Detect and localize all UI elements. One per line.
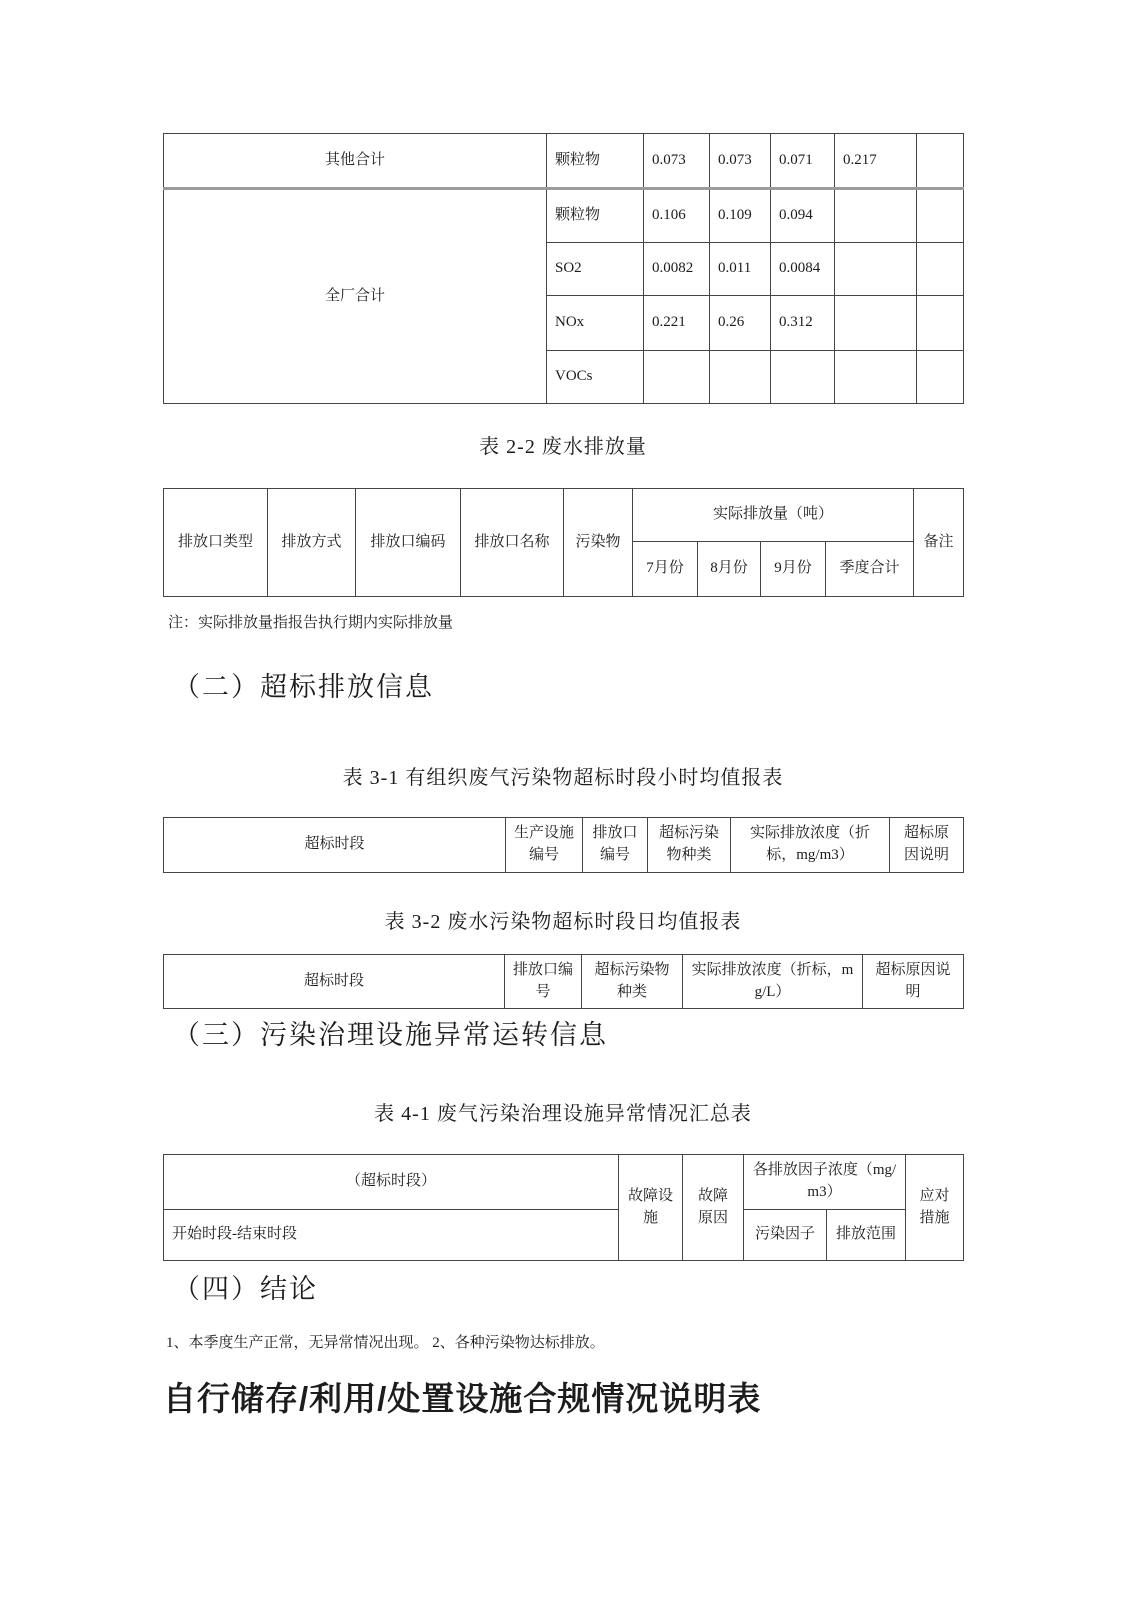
pollutant-name-cell: NOx — [547, 296, 644, 351]
remark-cell — [917, 134, 964, 189]
emission-aug-cell: 0.109 — [710, 189, 771, 243]
emission-aug-cell — [710, 351, 771, 404]
emission-sep-cell: 0.094 — [771, 189, 835, 243]
table-4-1-title: 表 4-1 废气污染治理设施异常情况汇总表 — [374, 1103, 752, 1125]
header-pollutant-type: 超标污染物种类 — [582, 955, 683, 1009]
waste-water-table — [163, 488, 964, 597]
header-actual-concentration: 实际排放浓度（折标，mg/m3） — [731, 818, 890, 873]
pollutant-name-cell: 颗粒物 — [547, 134, 644, 189]
quarter-total-cell — [835, 189, 917, 243]
emission-jul-cell: 0.106 — [644, 189, 710, 243]
header-exceed-reason: 超标原因说明 — [863, 955, 964, 1009]
header-remark: 备注 — [914, 489, 964, 597]
conclusion-text: 1、本季度生产正常，无异常情况出现。 2、各种污染物达标排放。 — [166, 1335, 605, 1351]
treatment-facility-abnormal-table — [163, 1154, 964, 1261]
emission-jul-cell: 0.221 — [644, 296, 710, 351]
emission-aug-cell: 0.26 — [710, 296, 771, 351]
header-exceed-period: 超标时段 — [164, 818, 506, 873]
waste-gas-total-table — [163, 133, 964, 404]
section-2-heading: （二）超标排放信息 — [173, 672, 434, 702]
table-row — [164, 189, 964, 243]
gas-exceedance-hourly-table — [163, 817, 964, 873]
header-outlet-no: 排放口编号 — [505, 955, 582, 1009]
table-row — [164, 134, 964, 189]
emission-aug-cell: 0.073 — [710, 134, 771, 189]
quarter-total-cell: 0.217 — [835, 134, 917, 189]
header-factor-concentration-group: 各排放因子浓度（mg/m3） — [744, 1155, 906, 1210]
header-fault-reason: 故障原因 — [683, 1155, 744, 1261]
emission-sep-cell — [771, 351, 835, 404]
table-header-row — [164, 955, 964, 1009]
emission-sep-cell: 0.312 — [771, 296, 835, 351]
row-label-cell: 其他合计 — [164, 134, 547, 189]
header-outlet-no: 排放口编号 — [583, 818, 648, 873]
remark-cell — [917, 351, 964, 404]
header-facility-no: 生产设施编号 — [506, 818, 583, 873]
header-outlet-code: 排放口编码 — [356, 489, 461, 597]
table-header-row — [164, 1210, 964, 1261]
header-exceed-reason: 超标原因说明 — [890, 818, 964, 873]
header-exceed-period: 超标时段 — [164, 955, 505, 1009]
quarter-total-cell — [835, 351, 917, 404]
header-response-measures: 应对措施 — [906, 1155, 964, 1261]
emission-aug-cell: 0.011 — [710, 243, 771, 296]
table-header-row — [164, 489, 964, 542]
header-fault-facility: 故障设施 — [619, 1155, 683, 1261]
table-header-row — [164, 1155, 964, 1210]
pollutant-name-cell: 颗粒物 — [547, 189, 644, 243]
header-pollutant: 污染物 — [564, 489, 633, 597]
table-note: 注：实际排放量指报告执行期内实际排放量 — [168, 615, 454, 631]
header-actual-emission-group: 实际排放量（吨） — [633, 489, 914, 542]
header-pollutant-type: 超标污染物种类 — [648, 818, 731, 873]
header-actual-concentration: 实际排放浓度（折标，mg/L） — [683, 955, 863, 1009]
document-content — [163, 133, 963, 1420]
header-aug: 8月份 — [698, 542, 761, 597]
emission-sep-cell: 0.071 — [771, 134, 835, 189]
section-3-heading: （三）污染治理设施异常运转信息 — [173, 1020, 608, 1050]
header-discharge-mode: 排放方式 — [268, 489, 356, 597]
remark-cell — [917, 243, 964, 296]
remark-cell — [917, 189, 964, 243]
header-emission-range: 排放范围 — [827, 1210, 906, 1261]
row-label-cell: 全厂合计 — [164, 189, 547, 404]
emission-jul-cell: 0.073 — [644, 134, 710, 189]
section-4-heading: （四）结论 — [173, 1274, 318, 1304]
pollutant-name-cell: SO2 — [547, 243, 644, 296]
emission-sep-cell: 0.0084 — [771, 243, 835, 296]
quarter-total-cell — [835, 243, 917, 296]
document-bottom-heading: 自行储存/利用/处置设施合规情况说明表 — [163, 1380, 762, 1417]
header-sep: 9月份 — [761, 542, 826, 597]
emission-jul-cell — [644, 351, 710, 404]
pollutant-name-cell: VOCs — [547, 351, 644, 404]
header-quarter-total: 季度合计 — [826, 542, 914, 597]
table-header-row — [164, 818, 964, 873]
table-2-2-title: 表 2-2 废水排放量 — [479, 436, 647, 458]
table-3-1-title: 表 3-1 有组织废气污染物超标时段小时均值报表 — [342, 767, 784, 789]
emission-jul-cell: 0.0082 — [644, 243, 710, 296]
table-3-2-title: 表 3-2 废水污染物超标时段日均值报表 — [384, 911, 742, 933]
header-start-end-period: 开始时段-结束时段 — [164, 1210, 619, 1261]
header-outlet-type: 排放口类型 — [164, 489, 268, 597]
header-exceed-period: （超标时段） — [164, 1155, 619, 1210]
header-pollution-factor: 污染因子 — [744, 1210, 827, 1261]
water-exceedance-daily-table — [163, 954, 964, 1009]
quarter-total-cell — [835, 296, 917, 351]
header-jul: 7月份 — [633, 542, 698, 597]
header-outlet-name: 排放口名称 — [461, 489, 564, 597]
remark-cell — [917, 296, 964, 351]
